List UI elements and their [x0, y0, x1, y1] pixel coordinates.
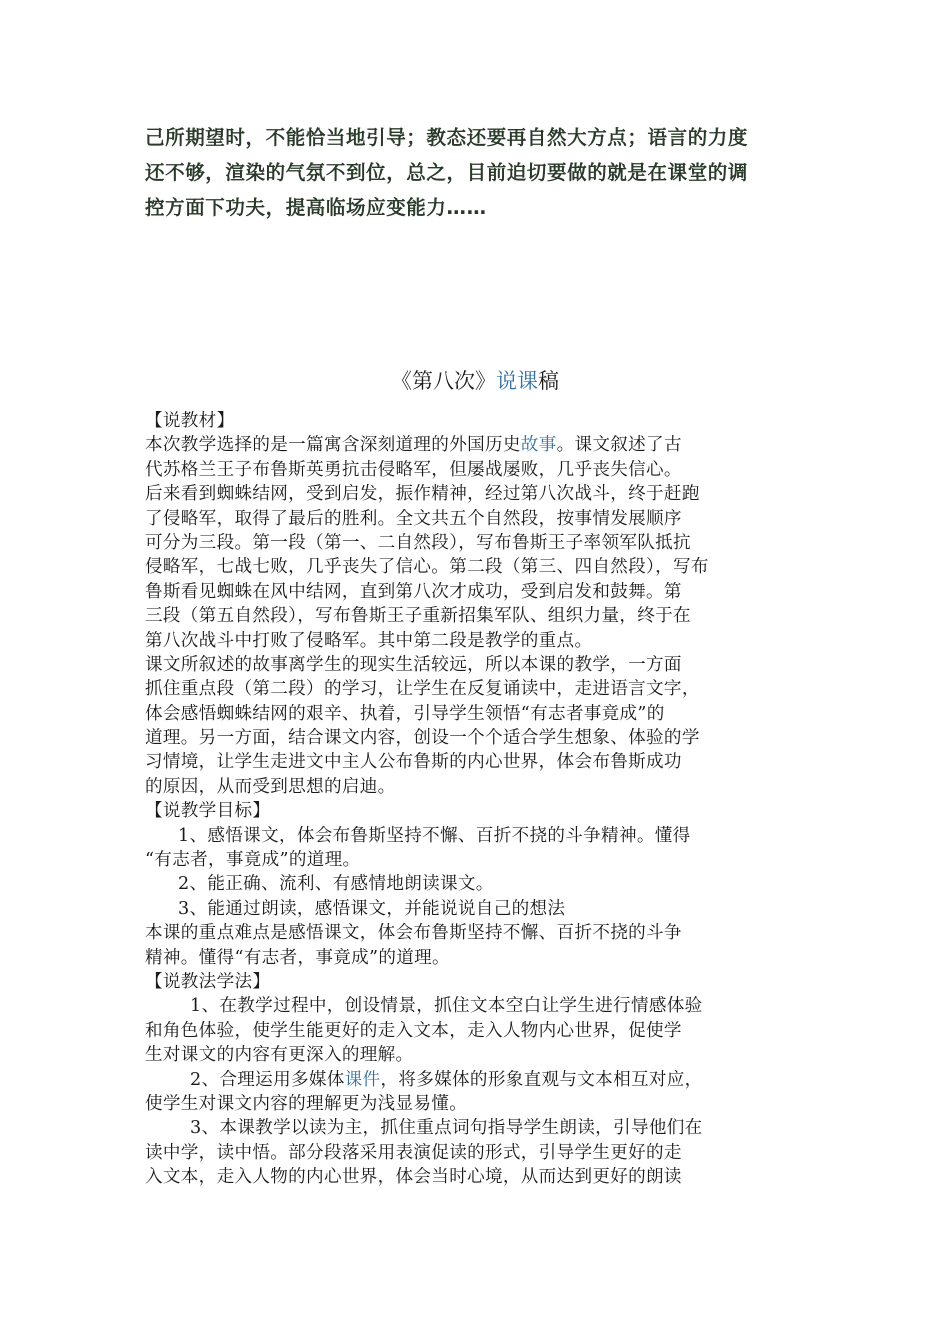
paragraph-line — [145, 433, 810, 457]
paragraph-line: 的原因，从而受到思想的启迪。 — [145, 776, 396, 797]
paragraph-line: 抓住重点段（第二段）的学习，让学生在反复诵读中，走进语言文字， — [145, 679, 700, 700]
section-heading-goals: 【说教学目标】 — [145, 801, 271, 822]
paragraph-line: 侵略军，七战七败，几乎丧失了信心。第二段（第三、四自然段），写布 — [145, 557, 709, 578]
intro-line: 控方面下功夫，提高临场应变能力…… — [145, 196, 487, 219]
method-item-1-cont: 和角色体验，使学生能更好的走入文本，走入人物内心世界，促使学 — [145, 1020, 682, 1041]
courseware-link[interactable]: 课件 — [344, 1069, 381, 1090]
paragraph-line: 三段（第五自然段），写布鲁斯王子重新招集军队、组织力量，终于在 — [145, 606, 691, 627]
method-item-2-cont: 使学生对课文内容的理解更为浅显易懂。 — [145, 1093, 468, 1114]
text-run: 。课文叙述了古 — [556, 435, 682, 456]
text-run: 本次教学选择的是一篇寓含深刻道理的外国历史 — [145, 435, 521, 456]
text-run: 2、合理运用多媒体 — [190, 1069, 345, 1090]
intro-line: 己所期望时，不能恰当地引导；教态还要再自然大方点；语言的力度 — [145, 126, 749, 149]
paragraph-line: 道理。另一方面，结合课文内容，创设一个个适合学生想象、体验的学 — [145, 728, 700, 749]
document-title — [0, 366, 950, 396]
paragraph-line: 鲁斯看见蜘蛛在风中结网，直到第八次才成功，受到启发和鼓舞。第 — [145, 581, 682, 602]
text-run: ，将多媒体的形象直观与文本相互对应， — [380, 1069, 703, 1090]
goal-item-3: 3、能通过朗读，感悟课文，并能说说自己的想法 — [178, 898, 566, 919]
document-body — [145, 409, 810, 1190]
paragraph-line: 代苏格兰王子布鲁斯英勇抗击侵略军，但屡战屡败，几乎丧失信心。 — [145, 459, 682, 480]
title-link[interactable]: 说课 — [496, 369, 538, 393]
goal-item-2: 2、能正确、流利、有感情地朗读课文。 — [178, 874, 494, 895]
method-item-2 — [145, 1068, 810, 1092]
method-item-3: 3、本课教学以读为主，抓住重点词句指导学生朗读，引导他们在 — [190, 1118, 703, 1139]
method-item-1: 1、在教学过程中，创设情景，抓住文本空白让学生进行情感体验 — [190, 996, 703, 1017]
section-heading-textbook: 【说教材】 — [145, 411, 235, 431]
paragraph-line: 习情境，让学生走进文中主人公布鲁斯的内心世界，体会布鲁斯成功 — [145, 752, 682, 773]
title-suffix: 稿 — [538, 369, 559, 393]
key-point-line: 本课的重点难点是感悟课文，体会布鲁斯坚持不懈、百折不挠的斗争 — [145, 923, 682, 944]
title-prefix: 《第八次》 — [391, 369, 496, 393]
intro-line: 还不够，渲染的气氛不到位，总之，目前迫切要做的就是在课堂的调 — [145, 161, 749, 184]
paragraph-line: 后来看到蜘蛛结网，受到启发，振作精神，经过第八次战斗，终于赶跑 — [145, 484, 700, 505]
method-item-1-cont: 生对课文的内容有更深入的理解。 — [145, 1045, 414, 1066]
paragraph-line: 了侵略军，取得了最后的胜利。全文共五个自然段，按事情发展顺序 — [145, 508, 682, 529]
key-point-line: 精神。懂得“有志者，事竟成”的道理。 — [145, 947, 450, 968]
paragraph-line: 体会感悟蜘蛛结网的艰辛、执着，引导学生领悟“有志者事竟成”的 — [145, 703, 665, 724]
method-item-3-cont: 入文本，走入人物的内心世界，体会当时心境，从而达到更好的朗读 — [145, 1167, 682, 1188]
method-item-3-cont: 读中学，读中悟。部分段落采用表演促读的形式，引导学生更好的走 — [145, 1142, 682, 1163]
story-link[interactable]: 故事 — [520, 435, 557, 456]
goal-item-1: 1、感悟课文，体会布鲁斯坚持不懈、百折不挠的斗争精神。懂得 — [178, 825, 691, 846]
goal-item-1-cont: “有志者，事竟成”的道理。 — [145, 850, 361, 871]
paragraph-line: 课文所叙述的故事离学生的现实生活较远，所以本课的教学，一方面 — [145, 654, 682, 675]
paragraph-line: 第八次战斗中打败了侵略军。其中第二段是教学的重点。 — [145, 630, 593, 651]
intro-paragraph — [145, 120, 810, 225]
paragraph-line: 可分为三段。第一段（第一、二自然段），写布鲁斯王子率领军队抵抗 — [145, 532, 691, 553]
section-heading-methods: 【说教法学法】 — [145, 971, 271, 992]
